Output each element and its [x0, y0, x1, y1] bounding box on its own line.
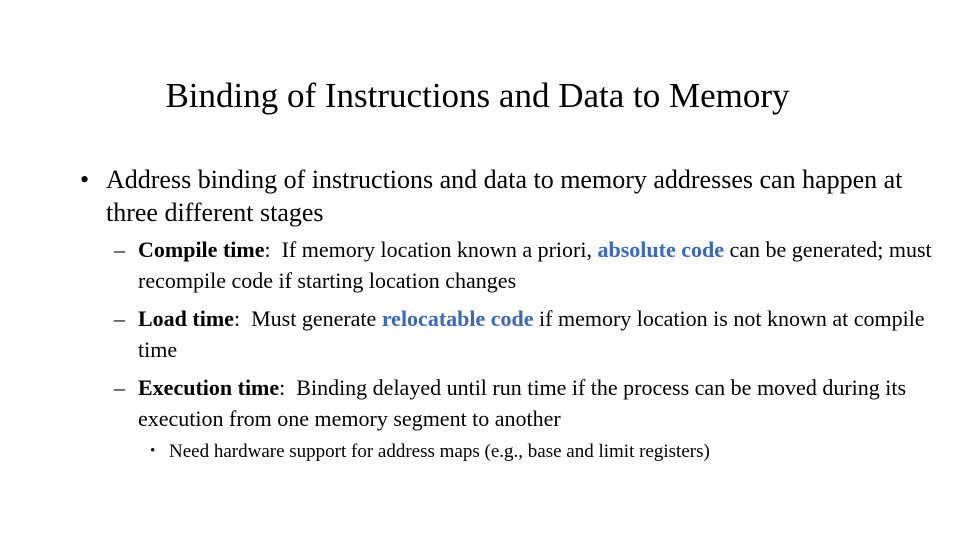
subbullet-execution-time	[114, 372, 940, 434]
subbullet-text-before: If memory location known a priori,	[270, 237, 598, 262]
bullet-address-binding	[80, 163, 940, 229]
stage-list	[114, 234, 940, 434]
term-compile-time: Compile time	[138, 237, 265, 262]
highlight-absolute-code: absolute code	[597, 237, 724, 262]
bullet-marker-small: •	[150, 443, 156, 459]
term-colon: :	[233, 306, 241, 331]
slide-content	[80, 163, 940, 465]
bullet-marker: •	[80, 165, 90, 194]
subbullet-compile-time	[114, 234, 940, 296]
subsubbullet-hardware-support	[150, 439, 940, 465]
bullet-text: Address binding of instructions and data to memory addresses can happen at three different stages	[106, 165, 903, 227]
subsubbullet-text: Need hardware support for address maps (e.g., base and limit registers)	[169, 441, 710, 462]
subbullet-text: Binding delayed until run time if the process can be moved during its execution from one memory segment to another	[138, 375, 912, 431]
subbullet-text-after: can be generated; must recompile code if starting location changes	[138, 237, 932, 293]
subbullet-text-after: if memory location is not known at compile time	[138, 306, 925, 362]
dash-marker: –	[114, 237, 125, 262]
slide-title: Binding of Instructions and Data to Memory	[165, 76, 790, 115]
subbullet-text-before: Must generate	[240, 306, 382, 331]
term-execution-time: Execution time	[138, 375, 280, 400]
dash-marker: –	[114, 306, 125, 331]
highlight-relocatable-code: relocatable code	[381, 306, 534, 331]
term-colon: :	[264, 237, 271, 262]
subbullet-load-time	[114, 303, 940, 365]
term-load-time: Load time	[138, 306, 234, 331]
term-colon: :	[279, 375, 286, 400]
dash-marker: –	[114, 375, 125, 400]
